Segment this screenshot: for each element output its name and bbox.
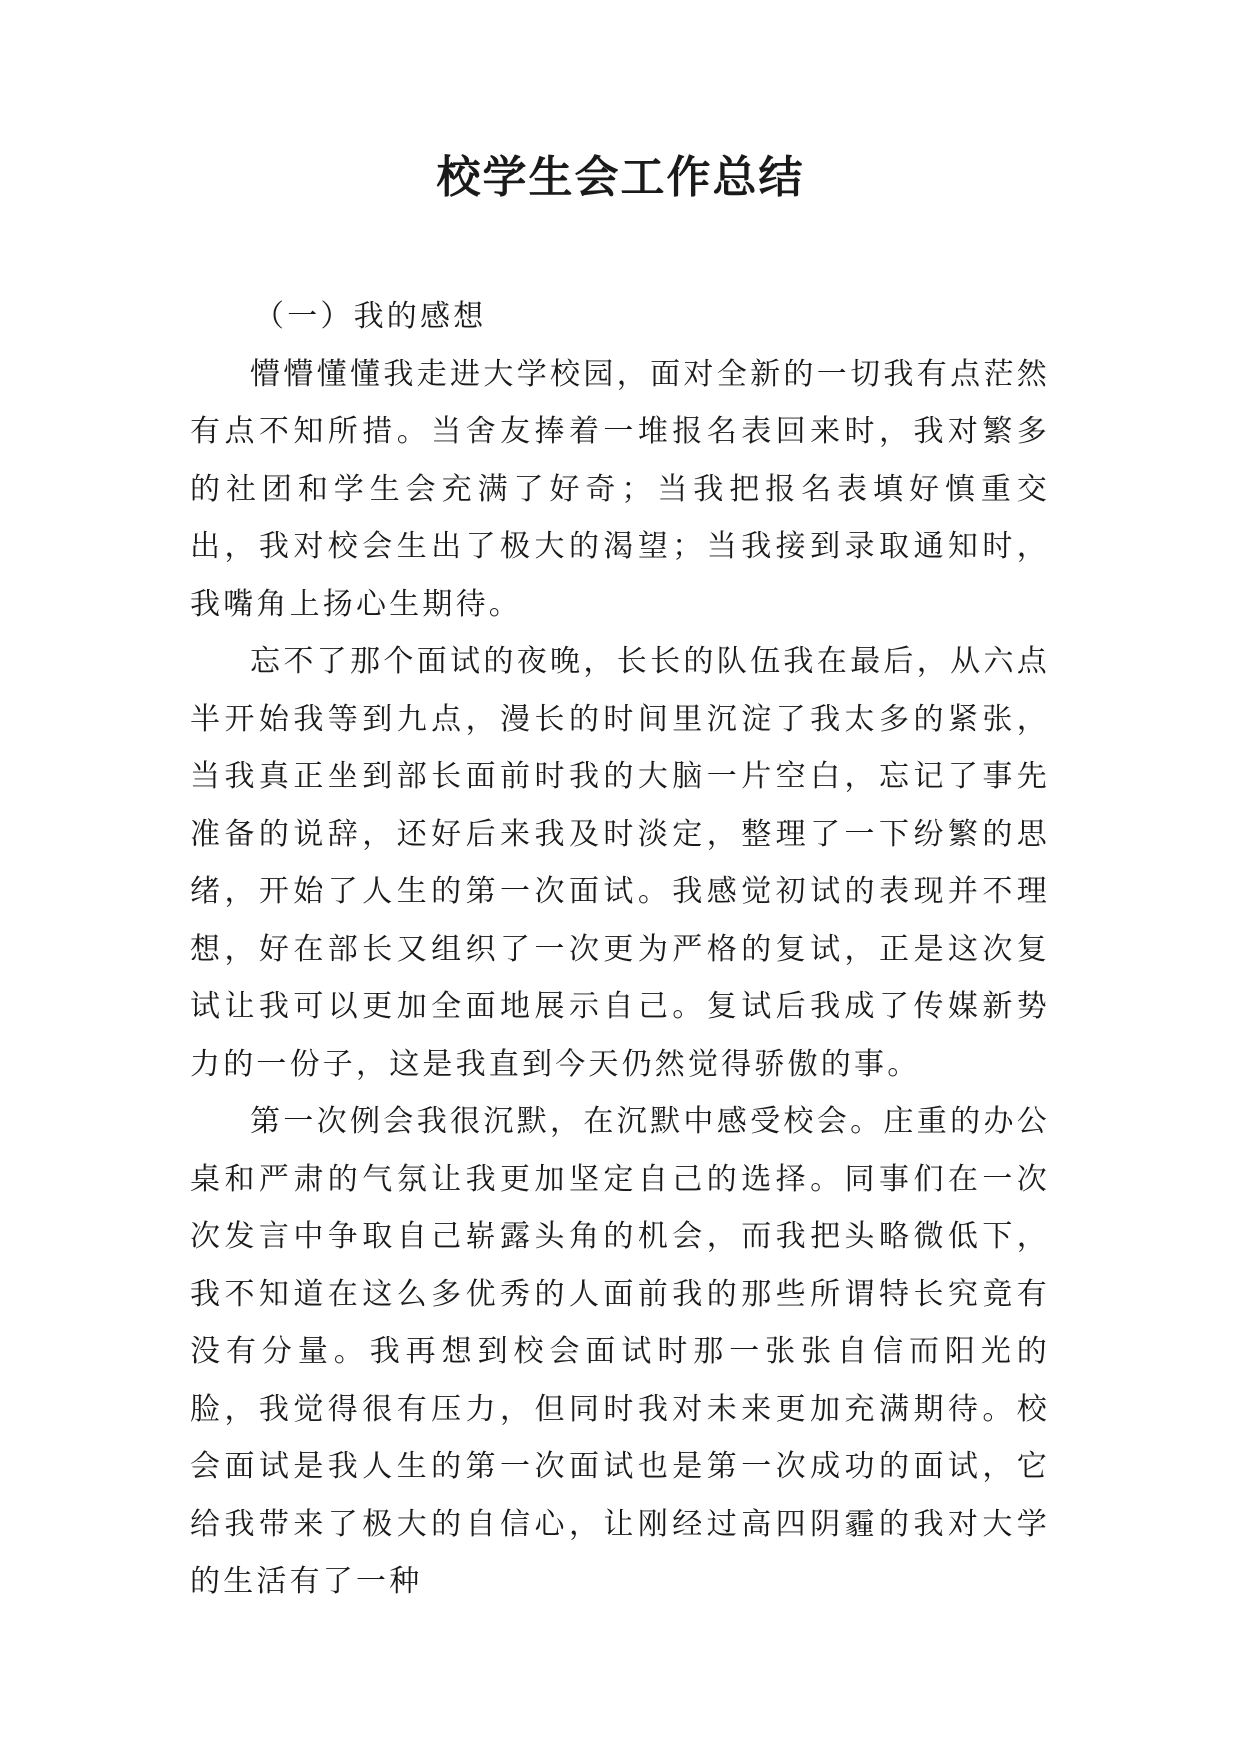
paragraph-3: 第一次例会我很沉默，在沉默中感受校会。庄重的办公桌和严肃的气氛让我更加坚定自己的选择。同事们在一次次发言中争取自己崭露头角的机会，而我把头略微低下，我不知道在这么多优秀的人面前我的那些所谓特长究竟有没有分量。我再想到校会面试时那一张张自信而阳光的脸，我觉得很有压力，但同时我对未来更加充满期待。校会面试是我人生的第一次面试也是第一次成功的面试，它给我带来了极大的自信心，让刚经过高四阴霾的我对大学的生活有了一种 — [190, 1104, 1050, 1599]
document-body — [190, 288, 1050, 1611]
paragraph-1: 懵懵懂懂我走进大学校园，面对全新的一切我有点茫然有点不知所措。当舍友捧着一堆报名表回来时，我对繁多的社团和学生会充满了好奇；当我把报名表填好慎重交出，我对校会生出了极大的渴望；当我接到录取通知时，我嘴角上扬心生期待。 — [190, 356, 1050, 622]
section-heading: （一）我的感想 — [254, 299, 487, 334]
document-title: 校学生会工作总结 — [436, 152, 805, 203]
paragraph-2: 忘不了那个面试的夜晚，长长的队伍我在最后，从六点半开始我等到九点，漫长的时间里沉淀了我太多的紧张，当我真正坐到部长面前时我的大脑一片空白，忘记了事先准备的说辞，还好后来我及时淡定，整理了一下纷繁的思绪，开始了人生的第一次面试。我感觉初试的表现并不理想，好在部长又组织了一次更为严格的复试，正是这次复试让我可以更加全面地展示自己。复试后我成了传媒新势力的一份子，这是我直到今天仍然觉得骄傲的事。 — [190, 644, 1050, 1082]
